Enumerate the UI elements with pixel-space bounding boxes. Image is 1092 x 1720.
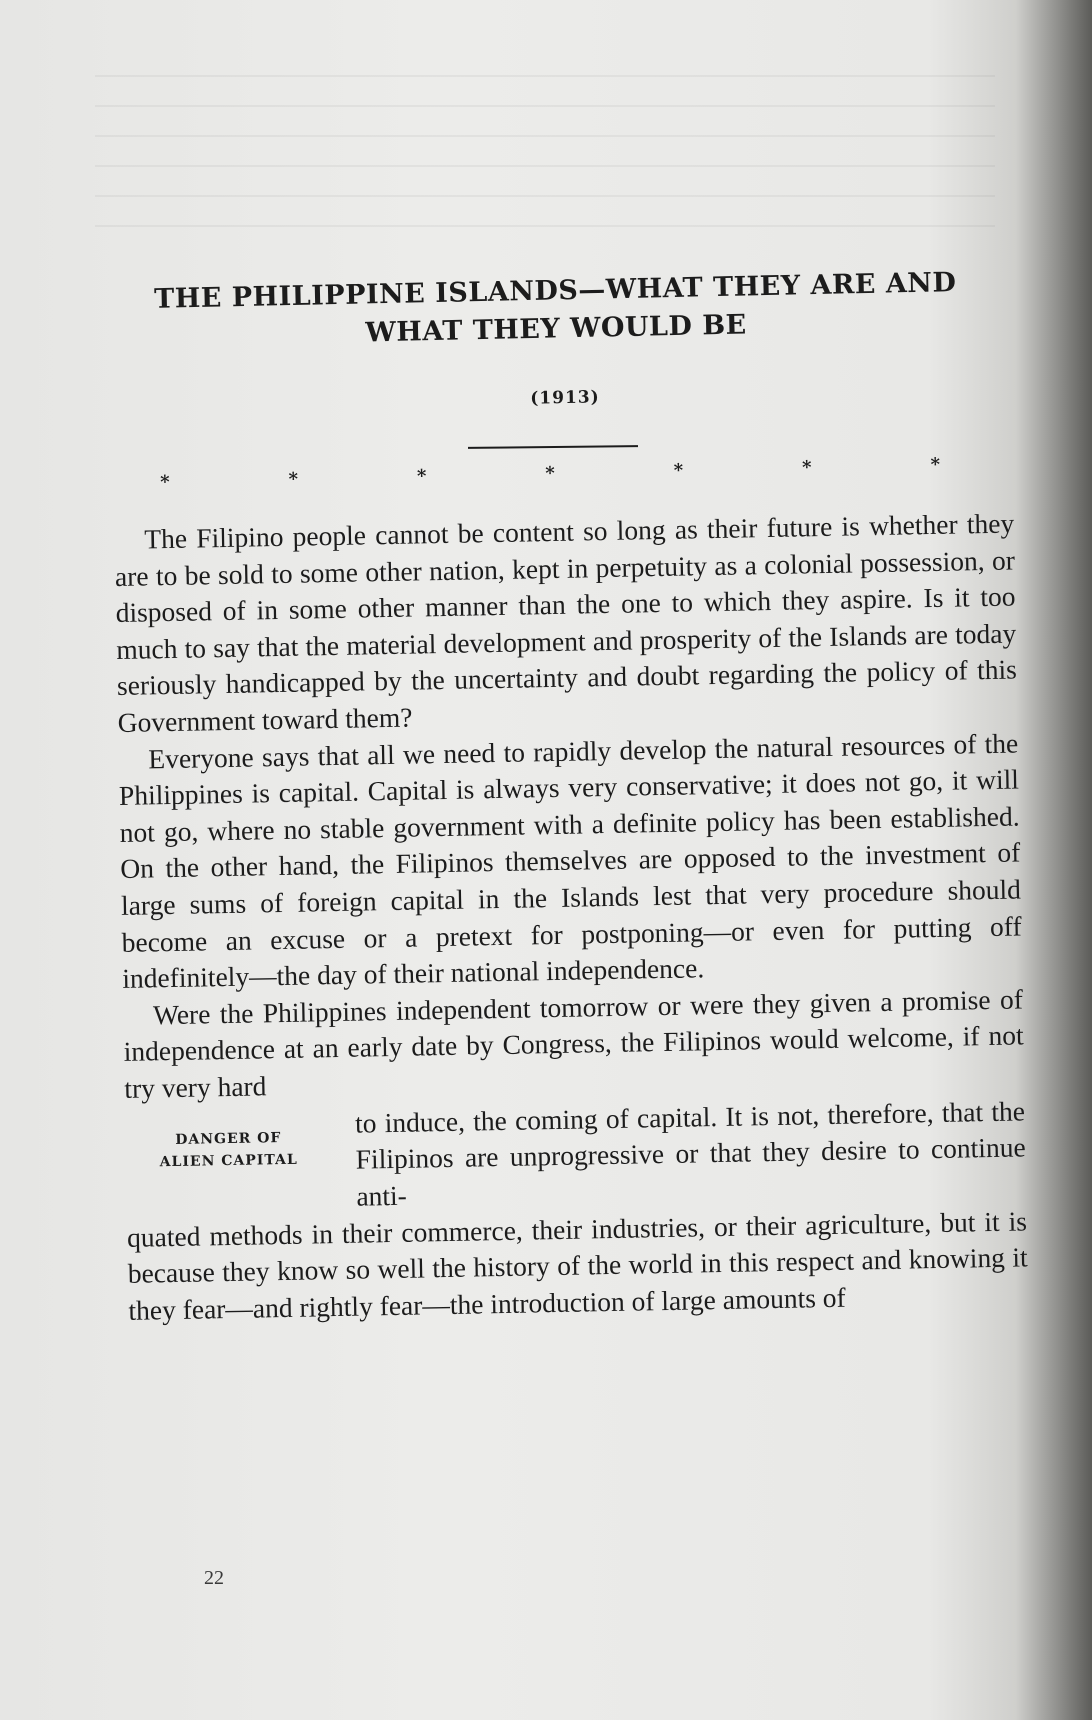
star-glyph: * <box>288 468 299 491</box>
chapter-title <box>100 263 1011 358</box>
margin-note-line-2: ALIEN CAPITAL <box>159 1151 298 1170</box>
margin-note <box>133 1126 324 1173</box>
star-glyph: * <box>673 460 684 482</box>
star-glyph: * <box>930 454 941 476</box>
paragraph: Everyone says that all we need to rapidly develop the natural resources of the Philippines is capital. Capital is always very conservative; it does not go, it will not go, where no stable government with a definite policy has been established. On the other hand, the Filipinos themselves are opposed to the investment of large sums of foreign capital in the Islands lest that very procedure should become an excuse or a pretext for postponing—or even for putting off indefinitely—the day of their national independence. <box>118 727 1022 995</box>
star-glyph: * <box>160 471 170 493</box>
ellipsis-stars <box>160 454 940 493</box>
star-glyph: * <box>801 457 812 479</box>
chapter-title-line-1: THE PHILIPPINE ISLANDS—WHAT THEY ARE AND <box>153 267 957 315</box>
paragraph-continuation: to induce, the coming of capital. It is not, therefore, that the Filipinos are unprogressive or that they desire to continue anti- <box>354 1094 1026 1212</box>
paragraph: Were the Philippines independent tomorrow or were they given a promise of independence at an early date by Congress, the Filipinos would welcome, if not try very hard <box>123 983 1024 1104</box>
show-through-text <box>95 55 995 255</box>
page-number: 22 <box>204 1567 224 1589</box>
paragraph-continuation: quated methods in their commerce, their industries, or their agriculture, but it is because they know so well the history of the world in this respect and knowing it they fear—and rightly fear—the introduction of large amounts of <box>126 1204 1028 1326</box>
sidenote-block <box>125 1093 1027 1219</box>
star-glyph: * <box>416 465 427 488</box>
margin-note-line-1: DANGER OF <box>175 1129 282 1148</box>
chapter-year: (1913) <box>530 387 600 409</box>
title-rule <box>468 445 638 449</box>
chapter-title-line-2: WHAT THEY WOULD BE <box>365 309 747 349</box>
body-text <box>114 506 1029 1330</box>
paragraph: The Filipino people cannot be content so long as their future is whether they are to be sold to some other nation, kept in perpetuity as a colonial possession, or disposed of in some other manner than the one to which they aspire. Is it too much to say that the material development and prosperity of the Islands are today seriously handicapped by the uncertainty and doubt regarding the policy of this Government toward them? <box>114 507 1018 738</box>
star-glyph: * <box>545 463 556 485</box>
